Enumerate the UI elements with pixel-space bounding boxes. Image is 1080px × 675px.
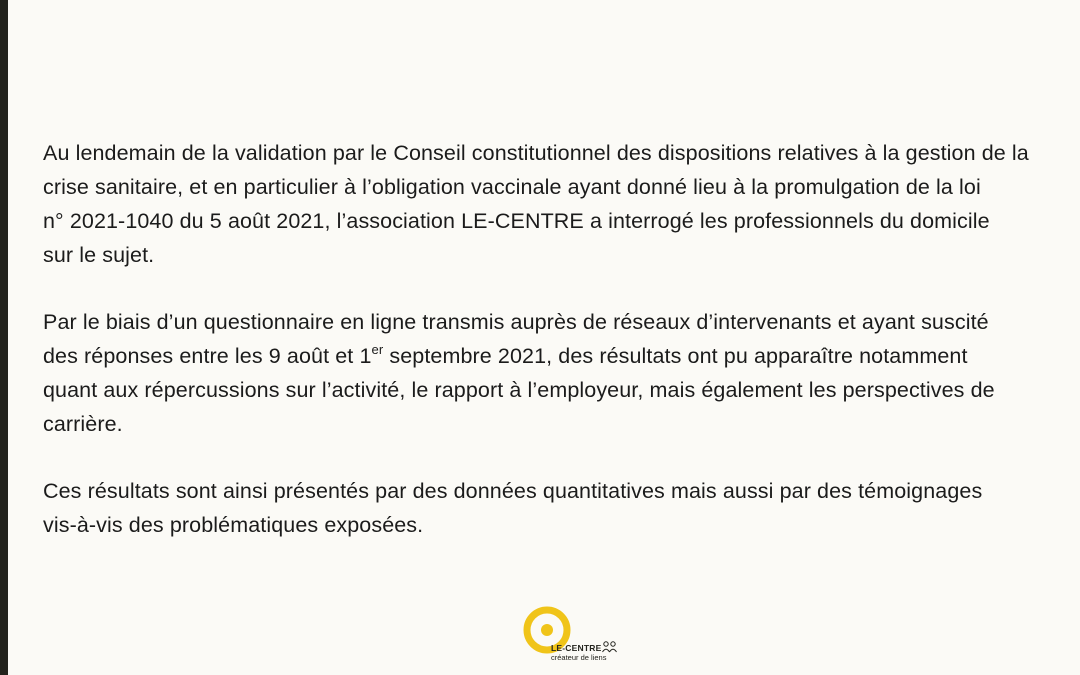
text-line-with-superscript — [43, 339, 1080, 373]
superscript-ordinal: er — [371, 342, 384, 357]
text-line: n° 2021-1040 du 5 août 2021, l’association LE-CENTRE a interrogé les professionnels du domicile — [43, 209, 990, 233]
text-fragment: septembre 2021, des résultats ont pu apparaître notamment — [383, 344, 968, 368]
paragraph-method — [43, 305, 1080, 441]
text-line: carrière. — [43, 412, 123, 436]
text-line: quant aux répercussions sur l’activité, le rapport à l’employeur, mais également les perspectives de — [43, 378, 995, 402]
text-line: vis-à-vis des problématiques exposées. — [43, 513, 424, 537]
text-fragment: des réponses entre les 9 août et 1 — [43, 344, 372, 368]
logo-tagline: créateur de liens — [551, 653, 607, 662]
text-line: Par le biais d’un questionnaire en ligne transmis auprès de réseaux d’intervenants et ayant suscité — [43, 310, 989, 334]
text-line: crise sanitaire, et en particulier à l’obligation vaccinale ayant donné lieu à la promulgation de la loi — [43, 175, 981, 199]
paragraph-results — [43, 474, 1080, 542]
text-line: Au lendemain de la validation par le Conseil constitutionnel des dispositions relatives à la gestion de la — [43, 141, 1029, 165]
text-line: Ces résultats sont ainsi présentés par des données quantitatives mais aussi par des témoignages — [43, 479, 983, 503]
paragraph-intro — [43, 136, 1080, 272]
people-icon — [601, 641, 621, 653]
le-centre-logo — [522, 605, 632, 665]
document-body — [43, 136, 1080, 575]
text-line: sur le sujet. — [43, 243, 155, 267]
logo-name: LE-CENTRE — [551, 643, 602, 653]
